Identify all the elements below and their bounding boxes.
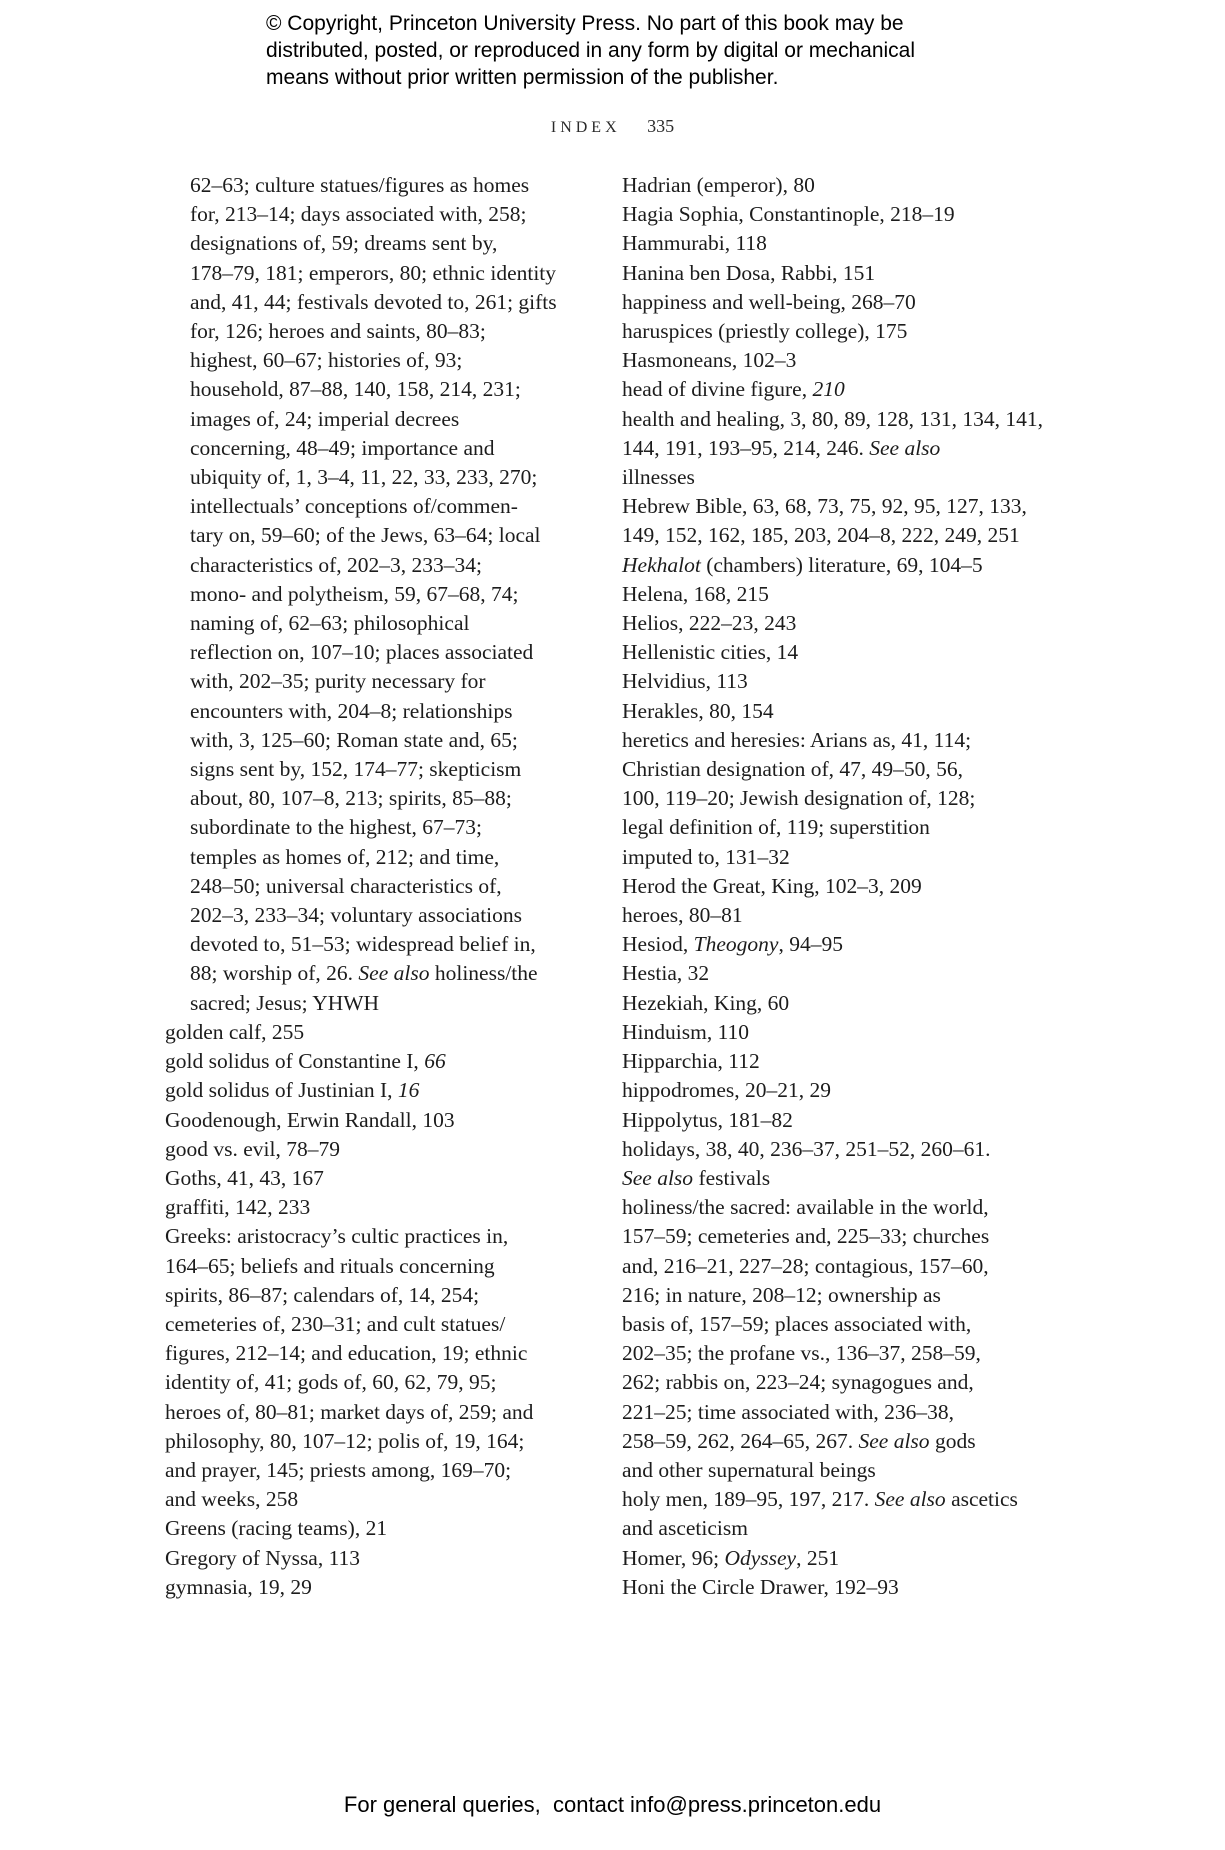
- index-entry: Goths, 41, 43, 167: [165, 1165, 324, 1190]
- text-run: head of divine figure,: [622, 377, 813, 402]
- text-line: 157–59; cemeteries and, 225–33; churches: [622, 1224, 990, 1249]
- text-line: for, 126; heroes and saints, 80–83;: [190, 319, 486, 344]
- text-run: Hesiod,: [622, 932, 694, 957]
- text-line: Greeks: aristocracy’s cultic practices in,: [165, 1224, 509, 1249]
- index-entry-health: [622, 405, 1062, 493]
- text-line: tary on, 59–60; of the Jews, 63–64; local: [190, 523, 541, 548]
- text-line: about, 80, 107–8, 213; spirits, 85–88;: [190, 786, 512, 811]
- text-line: Hebrew Bible, 63, 68, 73, 75, 92, 95, 127, 133,: [622, 494, 1027, 519]
- index-entry: [165, 1047, 580, 1076]
- text-line: [622, 434, 1062, 463]
- text-line: legal definition of, 119; superstition: [622, 815, 930, 840]
- text-run: festivals: [693, 1165, 771, 1190]
- text-run: (chambers) literature, 69, 104–5: [700, 552, 983, 577]
- index-entry-heretics: [622, 726, 1062, 872]
- index-entry: Hestia, 32: [622, 961, 710, 986]
- text-line: basis of, 157–59; places associated with,: [622, 1311, 972, 1336]
- text-run: 88; worship of, 26.: [190, 961, 354, 986]
- text-line: characteristics of, 202–3, 233–34;: [190, 552, 482, 577]
- text-line: and, 216–21, 227–28; contagious, 157–60,: [622, 1253, 989, 1278]
- index-entry-holiness: [622, 1193, 1062, 1485]
- footer-label: For general queries, contact: [343, 1792, 631, 1817]
- index-entry: Hellenistic cities, 14: [622, 640, 799, 665]
- text-line: 164–65; beliefs and rituals concerning: [165, 1253, 495, 1278]
- text-run: , 251: [796, 1545, 840, 1570]
- text-line: [622, 1164, 1062, 1193]
- text-run: ascetics: [945, 1487, 1018, 1512]
- index-entry: Goodenough, Erwin Randall, 103: [165, 1107, 455, 1132]
- index-entry: Hasmoneans, 102–3: [622, 348, 797, 373]
- text-line: household, 87–88, 140, 158, 214, 231;: [190, 377, 521, 402]
- see-also-label: See also: [869, 435, 941, 460]
- index-entry: Hezekiah, King, 60: [622, 990, 790, 1015]
- index-entry: [165, 1076, 580, 1105]
- see-also-label: See also: [358, 961, 430, 986]
- text-line: spirits, 86–87; calendars of, 14, 254;: [165, 1282, 480, 1307]
- text-line: signs sent by, 152, 174–77; skepticism: [190, 757, 522, 782]
- text-line: ubiquity of, 1, 3–4, 11, 22, 33, 233, 270;: [190, 465, 538, 490]
- italic-title: Theogony: [693, 932, 779, 957]
- text-line: figures, 212–14; and education, 19; ethnic: [165, 1341, 528, 1366]
- index-entry: heroes, 80–81: [622, 903, 743, 928]
- index-entry-greeks: [165, 1222, 580, 1514]
- footer-contact: [0, 1792, 1225, 1818]
- index-entry: Herakles, 80, 154: [622, 698, 774, 723]
- text-line: subordinate to the highest, 67–73;: [190, 815, 483, 840]
- illustration-page-ref: 66: [424, 1049, 446, 1074]
- text-line: temples as homes of, 212; and time,: [190, 844, 500, 869]
- illustration-page-ref: 210: [812, 377, 845, 402]
- text-line: 216; in nature, 208–12; ownership as: [622, 1282, 941, 1307]
- text-line: 62–63; culture statues/figures as homes: [190, 173, 530, 197]
- text-line: identity of, 41; gods of, 60, 62, 79, 95;: [165, 1370, 497, 1395]
- text-line: devoted to, 51–53; widespread belief in,: [190, 932, 536, 957]
- text-line: [190, 959, 580, 988]
- index-entry: good vs. evil, 78–79: [165, 1136, 340, 1161]
- index-entry: [622, 375, 1062, 404]
- text-line: highest, 60–67; histories of, 93;: [190, 348, 463, 373]
- text-run: Homer, 96;: [622, 1545, 725, 1570]
- page-number: 335: [647, 116, 675, 136]
- text-line: cemeteries of, 230–31; and cult statues/: [165, 1311, 506, 1336]
- index-entry: Gregory of Nyssa, 113: [165, 1545, 361, 1570]
- index-entry: Helvidius, 113: [622, 669, 748, 694]
- see-also-label: See also: [874, 1487, 946, 1512]
- text-line: 202–3, 233–34; voluntary associations: [190, 903, 523, 928]
- running-head-title: INDEX: [550, 119, 621, 136]
- text-line: heretics and heresies: Arians as, 41, 114;: [622, 727, 972, 752]
- text-line: reflection on, 107–10; places associated: [190, 640, 534, 665]
- text-line: with, 3, 125–60; Roman state and, 65;: [190, 727, 518, 752]
- text-line: holiness/the sacred: available in the world,: [622, 1195, 989, 1220]
- text-run: gold solidus of Justinian I,: [165, 1078, 398, 1103]
- index-entry: Helios, 222–23, 243: [622, 611, 797, 636]
- text-line: Christian designation of, 47, 49–50, 56,: [622, 757, 963, 782]
- index-entry: Hammurabi, 118: [622, 231, 767, 256]
- index-entry: haruspices (priestly college), 175: [622, 319, 908, 344]
- index-entry: [622, 930, 1062, 959]
- index-entry: Hipparchia, 112: [622, 1049, 760, 1074]
- text-line: and other supernatural beings: [622, 1457, 876, 1482]
- see-also-label: See also: [622, 1165, 694, 1190]
- index-column-left: [165, 171, 580, 1602]
- index-entry-gods-continued: [165, 171, 580, 1018]
- index-entry: Hippolytus, 181–82: [622, 1107, 793, 1132]
- illustration-page-ref: 16: [397, 1078, 420, 1103]
- index-entry: happiness and well-being, 268–70: [622, 289, 916, 314]
- text-line: for, 213–14; days associated with, 258;: [190, 202, 527, 227]
- notice-line: means without prior written permission of the publisher.: [266, 66, 779, 89]
- text-line: naming of, 62–63; philosophical: [190, 611, 470, 636]
- text-line: illnesses: [622, 465, 695, 490]
- running-head: [0, 116, 1225, 137]
- text-run: 144, 191, 193–95, 214, 246.: [622, 435, 870, 460]
- text-line: holidays, 38, 40, 236–37, 251–52, 260–61.: [622, 1136, 991, 1161]
- text-run: gold solidus of Constantine I,: [165, 1049, 425, 1074]
- text-line: 178–79, 181; emperors, 80; ethnic identity: [190, 260, 557, 285]
- text-line: and weeks, 258: [165, 1487, 299, 1512]
- text-line: sacred; Jesus; YHWH: [190, 990, 380, 1015]
- text-line: 149, 152, 162, 185, 203, 204–8, 222, 249, 251: [622, 523, 1020, 548]
- text-line: with, 202–35; purity necessary for: [190, 669, 486, 694]
- text-run: , 94–95: [778, 932, 843, 957]
- text-line: and asceticism: [622, 1516, 748, 1541]
- index-entry: Hagia Sophia, Constantinople, 218–19: [622, 202, 955, 227]
- text-line: [622, 1427, 1062, 1456]
- index-entry: hippodromes, 20–21, 29: [622, 1078, 832, 1103]
- text-line: encounters with, 204–8; relationships: [190, 698, 513, 723]
- text-line: images of, 24; imperial decrees: [190, 406, 460, 431]
- text-line: [622, 1485, 1062, 1514]
- text-run: holy men, 189–95, 197, 217.: [622, 1487, 875, 1512]
- index-entry: gymnasia, 19, 29: [165, 1574, 312, 1599]
- index-entry: Hadrian (emperor), 80: [622, 173, 815, 197]
- text-line: philosophy, 80, 107–12; polis of, 19, 164;: [165, 1428, 525, 1453]
- italic-title: Hekhalot: [622, 552, 701, 577]
- text-run: holiness/the: [429, 961, 538, 986]
- notice-line: © Copyright, Princeton University Press. No part of this book may be: [266, 12, 904, 35]
- index-entry: graffiti, 142, 233: [165, 1195, 311, 1220]
- index-column-right: [622, 171, 1062, 1602]
- index-entry: Herod the Great, King, 102–3, 209: [622, 873, 922, 898]
- index-entry: Hinduism, 110: [622, 1019, 750, 1044]
- text-line: and prayer, 145; priests among, 169–70;: [165, 1457, 512, 1482]
- index-entry: [622, 1544, 1062, 1573]
- text-line: intellectuals’ conceptions of/commen-: [190, 494, 518, 519]
- contact-email-link[interactable]: info@press.princeton.edu: [630, 1792, 882, 1817]
- text-run: gods: [929, 1428, 976, 1453]
- index-entry-holidays: [622, 1135, 1062, 1193]
- text-line: 202–35; the profane vs., 136–37, 258–59,: [622, 1341, 981, 1366]
- index-entry-holy-men: [622, 1485, 1062, 1543]
- index-entry: [622, 551, 1062, 580]
- text-line: 100, 119–20; Jewish designation of, 128;: [622, 786, 976, 811]
- index-entry: Greens (racing teams), 21: [165, 1516, 388, 1541]
- text-line: concerning, 48–49; importance and: [190, 435, 495, 460]
- index-entry: Helena, 168, 215: [622, 581, 769, 606]
- text-run: 258–59, 262, 264–65, 267.: [622, 1428, 859, 1453]
- text-line: and, 41, 44; festivals devoted to, 261; gifts: [190, 289, 557, 314]
- text-line: 262; rabbis on, 223–24; synagogues and,: [622, 1370, 974, 1395]
- index-entry: Honi the Circle Drawer, 192–93: [622, 1574, 899, 1599]
- italic-title: Odyssey: [724, 1545, 797, 1570]
- text-line: designations of, 59; dreams sent by,: [190, 231, 498, 256]
- text-line: 248–50; universal characteristics of,: [190, 873, 502, 898]
- text-line: imputed to, 131–32: [622, 844, 790, 869]
- see-also-label: See also: [858, 1428, 930, 1453]
- notice-line: distributed, posted, or reproduced in any form by digital or mechanical: [266, 39, 916, 62]
- copyright-notice: [266, 10, 1026, 91]
- text-line: mono- and polytheism, 59, 67–68, 74;: [190, 581, 519, 606]
- index-entry: golden calf, 255: [165, 1019, 305, 1044]
- index-entry: Hanina ben Dosa, Rabbi, 151: [622, 260, 876, 285]
- index-entry-hebrew-bible: [622, 492, 1062, 550]
- text-line: 221–25; time associated with, 236–38,: [622, 1399, 955, 1424]
- text-line: health and healing, 3, 80, 89, 128, 131, 134, 141,: [622, 406, 1043, 431]
- text-line: heroes of, 80–81; market days of, 259; and: [165, 1399, 534, 1424]
